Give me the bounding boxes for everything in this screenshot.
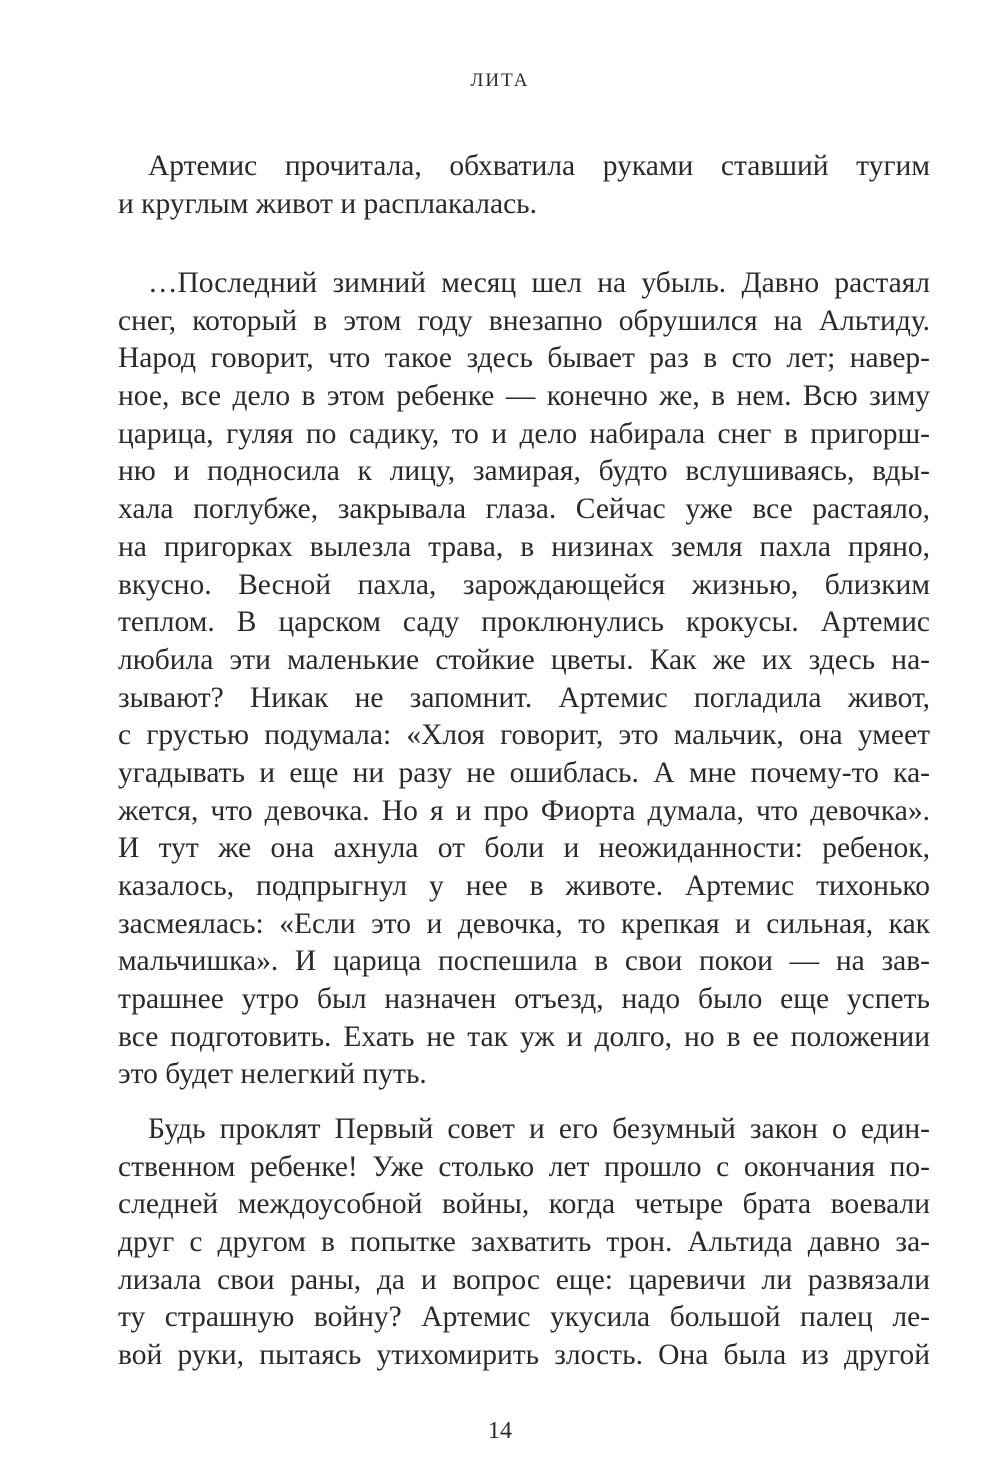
text-line: следней междоусобной войны, когда четыре брата воевали	[118, 1188, 930, 1221]
text-line: трашнее утро был назначен отъезд, надо было еще успеть	[118, 983, 930, 1016]
text-line: вой руки, пытаясь утихомирить злость. Она была из другой	[118, 1339, 930, 1372]
text-line: царица, гуляя по садику, то и дело набирала снег в пригорш-	[118, 417, 930, 450]
text-line: друг с другом в попытке захватить трон. Альтида давно за-	[118, 1226, 930, 1259]
text-line: ту страшную войну? Артемис укусила большой палец ле-	[118, 1301, 930, 1334]
text-line: И тут же она ахнула от боли и неожиданности: ребенок,	[118, 832, 930, 865]
paragraph-3	[118, 1111, 930, 1375]
page-number: 14	[488, 1418, 512, 1444]
text-line: Артемис прочитала, обхватила руками ставший тугим	[148, 150, 930, 182]
text-line: на пригорках вылезла трава, в низинах земля пахла пряно,	[118, 530, 930, 563]
text-line: ню и подносила к лицу, замирая, будто вслушиваясь, вды-	[118, 455, 930, 488]
text-line: и круглым живот и расплакалась.	[118, 187, 537, 220]
paragraph-2	[118, 265, 930, 1094]
text-line: ственном ребенке! Уже столько лет прошло с окончания по-	[118, 1150, 930, 1183]
text-line: все подготовить. Ехать не так уж и долго, но в ее положении	[118, 1020, 930, 1053]
text-line: хала поглубже, закрывала глаза. Сейчас уже все растаяло,	[118, 493, 930, 526]
text-line: …Последний зимний месяц шел на убыль. Давно растаял	[148, 267, 930, 299]
text-line: мальчишка». И царица поспешила в свои покои — на зав-	[118, 945, 930, 978]
text-line: зывают? Никак не запомнит. Артемис погладила живот,	[118, 681, 930, 714]
text-line: жется, что девочка. Но я и про Фиорта думала, что девочка».	[118, 794, 930, 827]
text-line: лизала свои раны, да и вопрос еще: царевичи ли развязали	[118, 1263, 930, 1296]
text-line: это будет нелегкий путь.	[118, 1058, 427, 1091]
text-line: теплом. В царском саду проклюнулись крокусы. Артемис	[118, 606, 930, 639]
text-line: с грустью подумала: «Хлоя говорит, это мальчик, она умеет	[118, 719, 930, 752]
text-line: ное, все дело в этом ребенке — конечно же, в нем. Всю зиму	[118, 380, 930, 413]
text-line: казалось, подпрыгнул у нее в животе. Артемис тихонько	[118, 870, 930, 902]
text-line: Будь проклят Первый совет и его безумный закон о един-	[148, 1113, 930, 1145]
text-line: любила эти маленькие стойкие цветы. Как же их здесь на-	[118, 643, 930, 676]
text-line: вкусно. Весной пахла, зарождающейся жизнью, близким	[118, 568, 930, 601]
text-line: засмеялась: «Если это и девочка, то крепкая и сильная, как	[118, 907, 930, 940]
running-head: ЛИТА	[470, 70, 530, 91]
text-line: угадывать и еще ни разу не ошиблась. А мне почему-то ка-	[118, 756, 930, 789]
text-line: снег, который в этом году внезапно обрушился на Альтиду.	[118, 304, 930, 337]
paragraph-1	[118, 148, 930, 223]
text-line: Народ говорит, что такое здесь бывает раз в сто лет; навер-	[118, 342, 930, 375]
